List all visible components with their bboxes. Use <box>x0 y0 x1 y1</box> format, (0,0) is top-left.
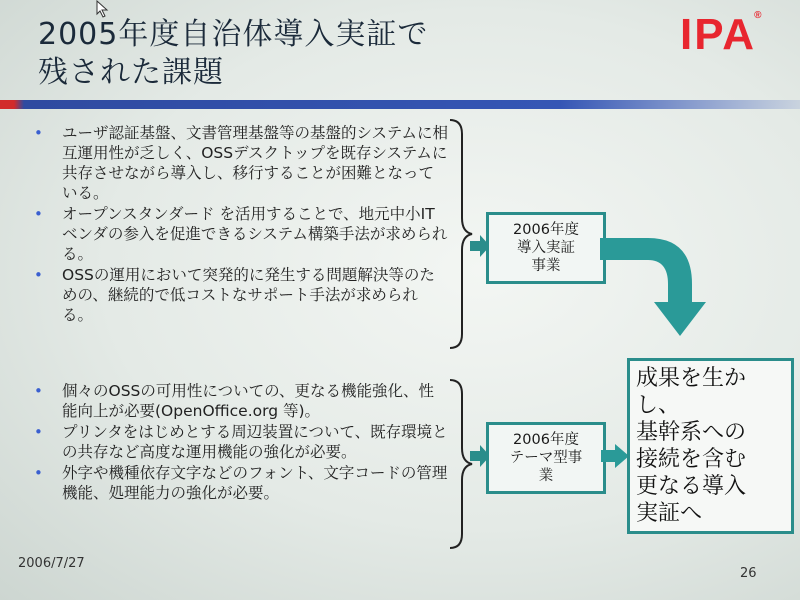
issues-list-1 <box>28 123 448 326</box>
box-2006-demo-project <box>486 212 606 284</box>
page-number: 26 <box>740 566 757 581</box>
bullet-icon: • <box>34 382 43 400</box>
ipa-logo <box>680 10 763 60</box>
registered-mark: ® <box>754 10 764 21</box>
bullet-text: ユーザ認証基盤、文書管理基盤等の基盤的システムに相互運用性が乏しく、OSSデスクトップを既存システムに共存させながら導入し、移行することが困難となっている。 <box>62 124 448 202</box>
right-brace-1 <box>448 118 474 350</box>
slide-date: 2006/7/27 <box>18 556 85 571</box>
box-2006-theme-project <box>486 422 606 494</box>
list-item <box>28 123 448 203</box>
bullet-icon: • <box>34 124 43 142</box>
result-box: 成果を生か し、 基幹系への 接続を含む 更なる導入 実証へ <box>627 358 794 534</box>
box-2006-theme-project-label: 2006年度 テーマ型事 業 <box>509 432 583 484</box>
bullet-icon: • <box>34 423 43 441</box>
bullet-icon: • <box>34 266 43 284</box>
title-divider <box>0 100 800 109</box>
bullet-icon: • <box>34 205 43 223</box>
bullet-text: 外字や機種依存文字などのフォント、文字コードの管理機能、処理能力の強化が必要。 <box>62 464 448 502</box>
arrow-curved-down <box>600 232 710 344</box>
box-2006-demo-project-label: 2006年度 導入実証 事業 <box>513 222 579 274</box>
bullet-icon: • <box>34 464 43 482</box>
slide-title-line2: 残された課題 <box>38 55 224 90</box>
list-item <box>28 265 448 325</box>
ipa-logo-text: IPA <box>680 10 757 59</box>
issues-list-2 <box>28 381 448 504</box>
bullet-text: OSSの運用において突発的に発生する問題解決等のための、継続的で低コストなサポート手法が求められる。 <box>62 266 435 324</box>
slide-title <box>38 16 598 92</box>
bullet-text: 個々のOSSの可用性についての、更なる機能強化、性能向上が必要(OpenOffice.org 等)。 <box>62 382 434 420</box>
slide-title-line1: 2005年度自治体導入実証で <box>38 17 429 52</box>
list-item <box>28 463 448 503</box>
arrow-right-3 <box>601 444 629 468</box>
bullet-text: プリンタをはじめとする周辺装置について、既存環境との共存など高度な運用機能の強化が必要。 <box>62 423 448 461</box>
list-item <box>28 204 448 264</box>
bullet-text: オープンスタンダード を活用することで、地元中小ITベンダの参入を促進できるシステム構築手法が求められる。 <box>62 205 448 263</box>
list-item <box>28 381 448 421</box>
list-item <box>28 422 448 462</box>
